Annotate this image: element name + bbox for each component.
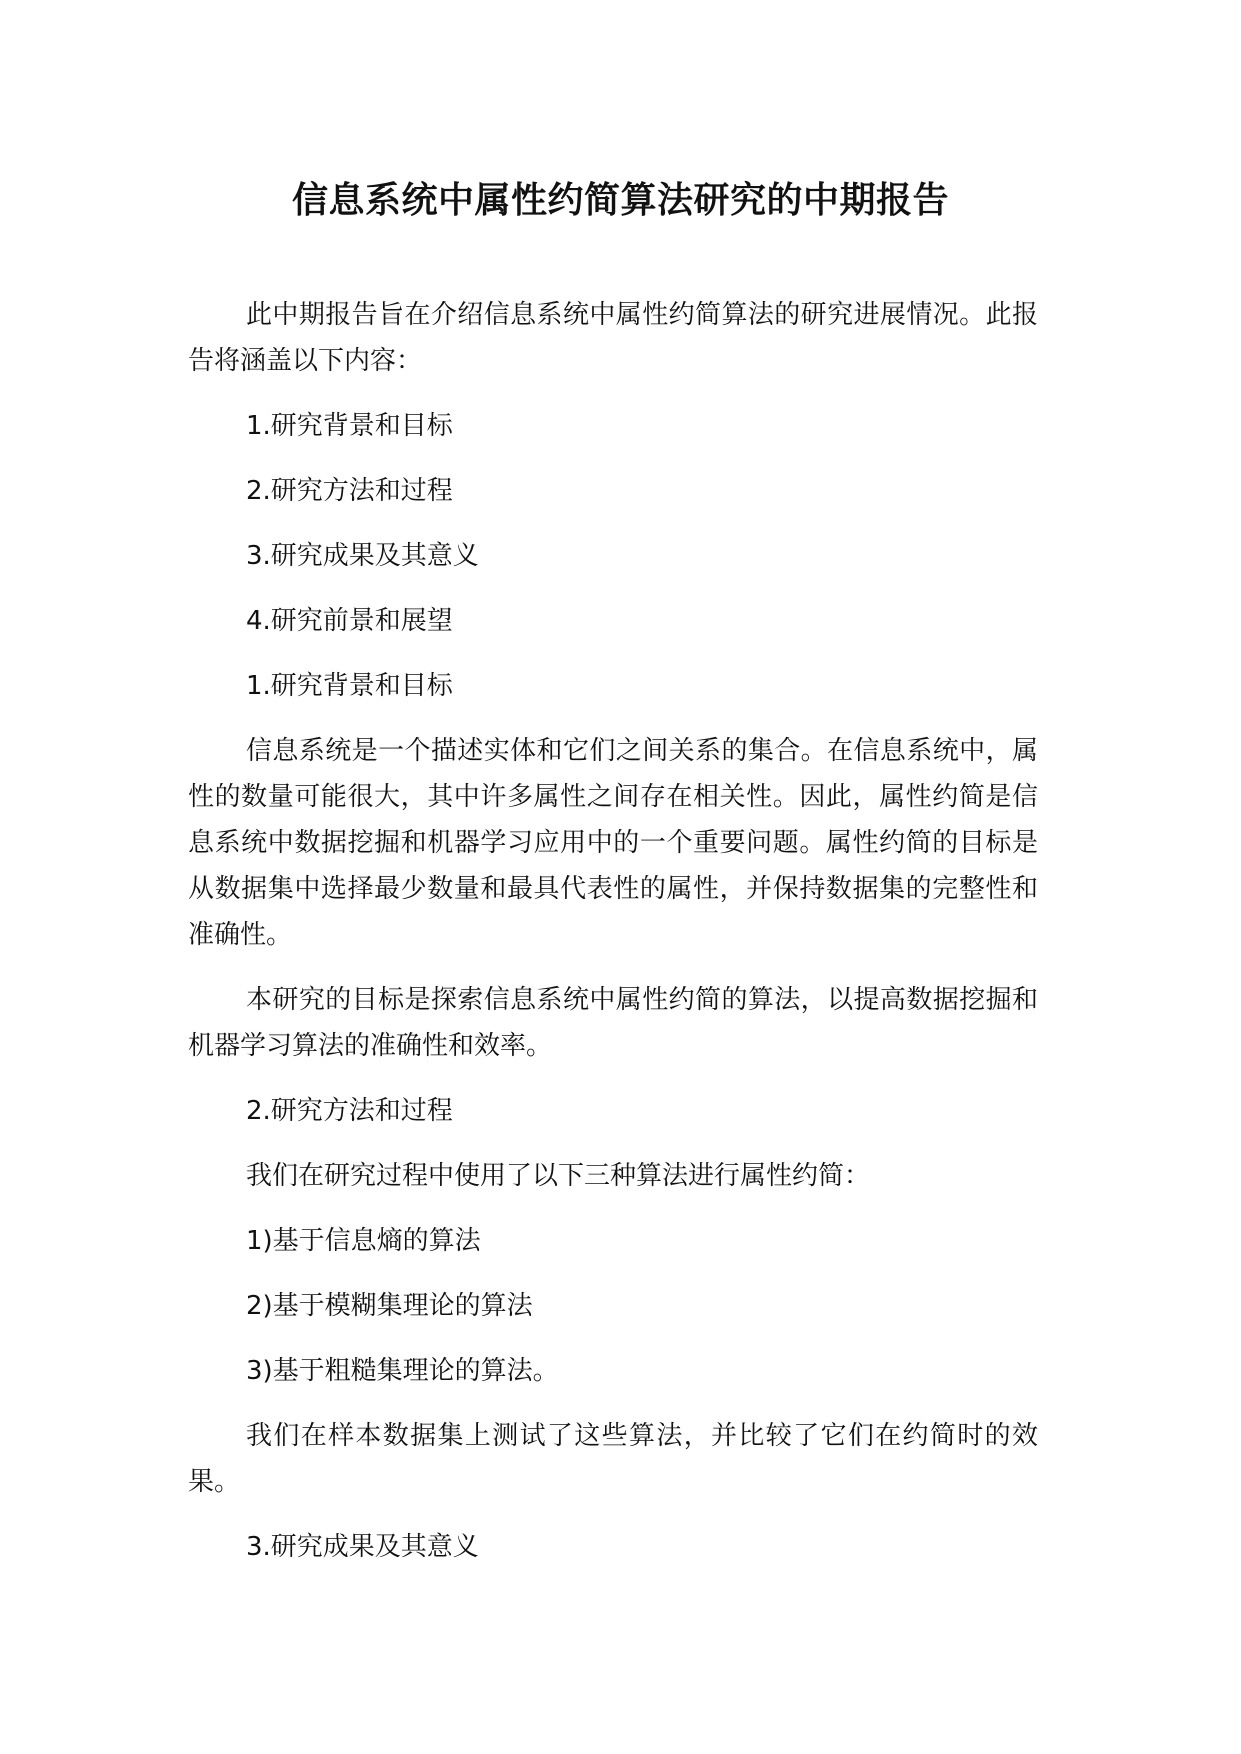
- section-heading: 2.研究方法和过程: [246, 1096, 453, 1126]
- document-body: [188, 292, 1038, 1570]
- list-item: 2)基于模糊集理论的算法: [246, 1291, 533, 1321]
- section-heading: 3.研究成果及其意义: [246, 1532, 479, 1562]
- list-item: 1)基于信息熵的算法: [246, 1226, 481, 1256]
- body-paragraph: 我们在样本数据集上测试了这些算法，并比较了它们在约简时的效果。: [188, 1421, 1038, 1497]
- body-paragraph: 我们在研究过程中使用了以下三种算法进行属性约简：: [246, 1161, 871, 1191]
- body-paragraph: 本研究的目标是探索信息系统中属性约简的算法，以提高数据挖掘和机器学习算法的准确性和效率。: [188, 985, 1038, 1061]
- body-paragraph: 信息系统是一个描述实体和它们之间关系的集合。在信息系统中，属性的数量可能很大，其中许多属性之间存在相关性。因此，属性约简是信息系统中数据挖掘和机器学习应用中的一个重要问题。属性约简的目标是从数据集中选择最少数量和最具代表性的属性，并保持数据集的完整性和准确性。: [188, 736, 1038, 950]
- intro-paragraph: 此中期报告旨在介绍信息系统中属性约简算法的研究进展情况。此报告将涵盖以下内容：: [188, 300, 1038, 376]
- outline-item: 3.研究成果及其意义: [246, 541, 479, 571]
- section-heading: 1.研究背景和目标: [246, 671, 453, 701]
- list-item: 3)基于粗糙集理论的算法。: [246, 1356, 559, 1386]
- outline-item: 1.研究背景和目标: [246, 411, 453, 441]
- outline-item: 4.研究前景和展望: [246, 606, 453, 636]
- outline-item: 2.研究方法和过程: [246, 476, 453, 506]
- document-title: 信息系统中属性约简算法研究的中期报告: [291, 180, 949, 221]
